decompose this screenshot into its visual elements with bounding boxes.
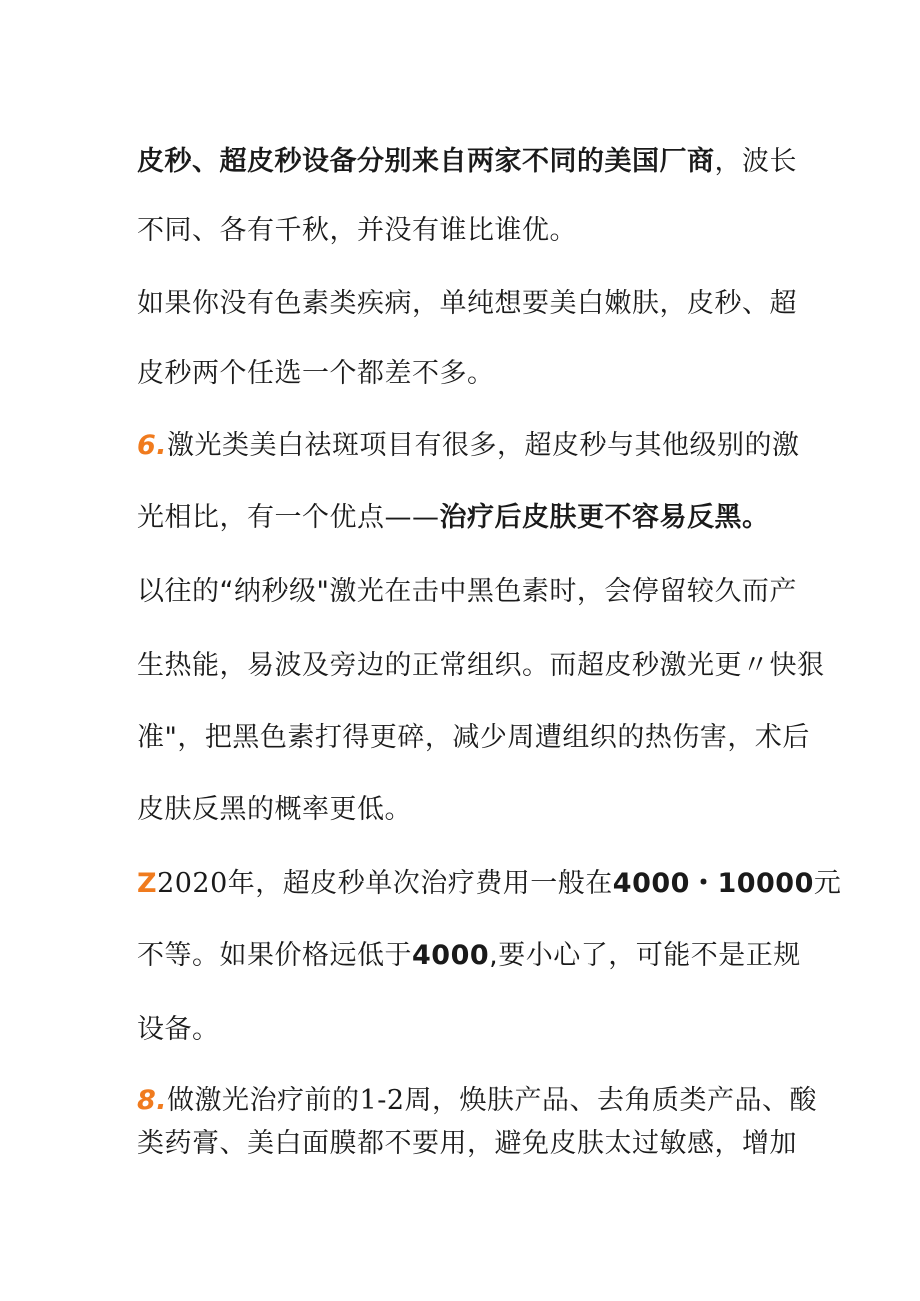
paragraph-5-line-1 [137,866,842,902]
paragraph-3-line-2 [137,500,817,536]
text-span: 激光类美白祛斑项目有很多，超皮秒与其他级别的激 [167,430,800,461]
paragraph-5-line-2 [137,938,817,974]
text-span: 皮秒两个任选一个都差不多。 [137,358,495,389]
paragraph-3-line-1 [137,428,817,464]
text-span: 皮肤反黑的概率更低。 [137,794,412,825]
list-number-marker: Z [137,868,158,899]
paragraph-6-line-2 [137,1126,817,1162]
price-range-text: 4000・10000 [612,868,814,899]
paragraph-1-line-2 [137,213,817,249]
week-range-text: 1-2 [359,1085,405,1116]
bold-lead-text: 皮秒、超皮秒设备分别来自两家不同的美国厂商 [137,146,715,177]
text-span: 不等。如果价格远低于 [137,940,412,971]
text-span: 类药膏、美白面膜都不要用，避免皮肤太过敏感，增加 [137,1128,797,1159]
paragraph-2-line-1 [137,286,817,322]
text-span: 不同、各有千秋，并没有谁比谁优。 [137,215,577,246]
text-span: 光相比，有一个优点—— [137,502,440,533]
bold-highlight-text: 治疗后皮肤更不容易反黑。 [439,502,770,533]
paragraph-1-line-1 [137,144,817,180]
text-span: 年，超皮秒单次治疗费用一般在 [227,868,613,899]
year-text: 2020 [157,868,228,899]
text-span: 元 [813,868,842,899]
text-span: 设备。 [137,1014,220,1045]
paragraph-2-line-2 [137,356,817,392]
list-number-marker: 8. [137,1085,168,1116]
paragraph-5-line-3 [137,1012,817,1048]
paragraph-6-line-1 [137,1083,817,1119]
price-threshold-text: 4000 [412,940,490,971]
paragraph-4-line-4 [137,792,817,828]
text-span: 如果你没有色素类疾病，单纯想要美白嫩肤，皮秒、超 [137,288,797,319]
list-number-marker: 6. [137,430,168,461]
paragraph-4-line-2 [137,648,825,684]
text-span: ,要小心了，可能不是正规 [489,940,801,971]
text-span: 以往的“纳秒级"激光在击中黑色素时，会停留较久而产 [137,576,797,607]
paragraph-4-line-3 [137,720,817,756]
text-span: 周，焕肤产品、去角质类产品、酸 [404,1085,818,1116]
text-span: 做激光治疗前的 [167,1085,360,1116]
paragraph-4-line-1 [137,574,817,610]
text-span: ，波长 [714,146,797,177]
text-span: 生热能，易波及旁边的正常组织。而超皮秒激光更〃快狠 [137,650,825,681]
text-span: 准"，把黑色素打得更碎，减少周遭组织的热伤害，术后 [137,722,810,753]
